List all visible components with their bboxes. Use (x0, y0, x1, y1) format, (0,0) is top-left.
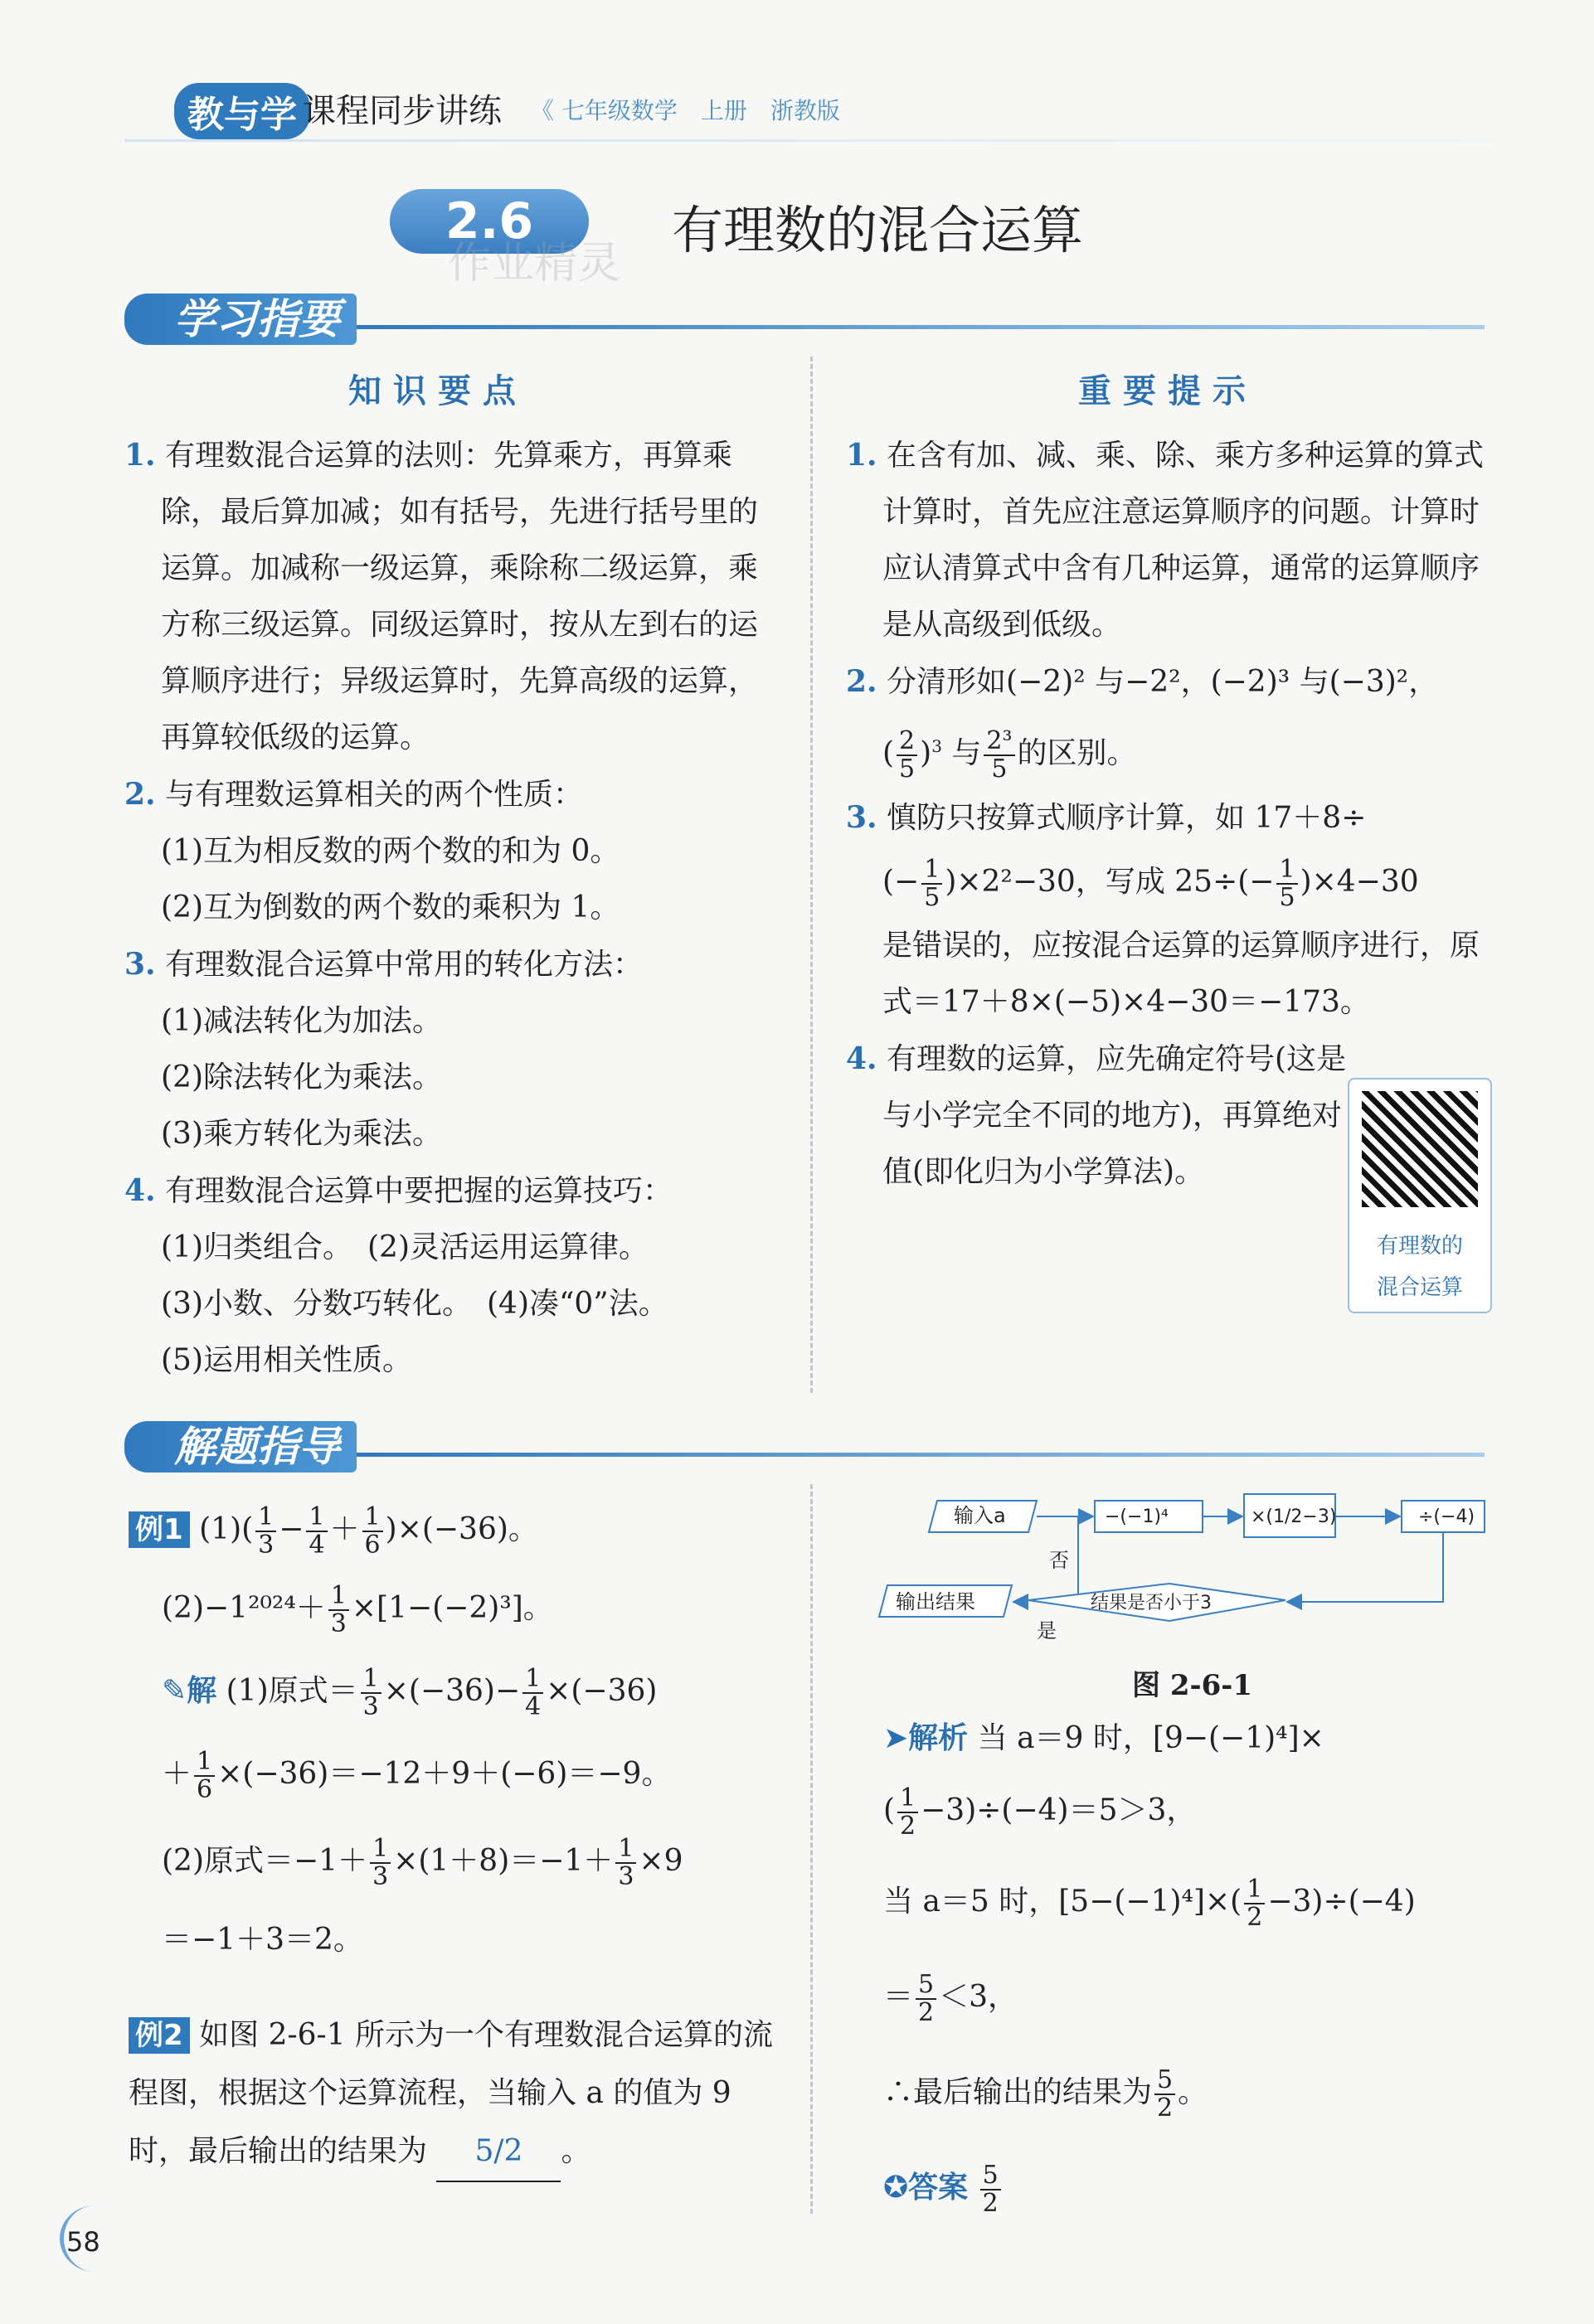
knowledge-item: 2. 与有理数运算相关的两个性质： (124, 777, 584, 812)
flowchart (871, 1484, 1518, 1650)
fraction: $\frac{5}{2}$ (1154, 2067, 1175, 2122)
study-band-label: 学习指要 (124, 294, 357, 345)
tip-item-cont: ( $\frac{2}{5}$ )$^3$ 与 $\frac{\text{2³}}{5}$ 的区别。 (882, 726, 1137, 784)
fraction: $\frac{1}{4}$ (306, 1504, 327, 1559)
example-tag: 例1 (129, 1511, 190, 1548)
flow-decision-label: 结果是否小于3 (1091, 1593, 1212, 1613)
method-line: (2)除法转化为乘法。 (161, 1060, 442, 1094)
flow-output-label: 输出结果 (896, 1590, 975, 1613)
fraction: $\frac{1}{5}$ (1276, 856, 1297, 911)
answer-fraction: $\frac{5}{2}$ (980, 2162, 1001, 2217)
series-title: 课程同步讲练 (303, 92, 502, 130)
knowledge-item: 1. 有理数混合运算的法则：先算乘方，再算乘除，最后算加减；如有括号，先进行括号里的运算。加减称一级运算，乘除称二级运算，乘方称三级运算。同级运算时，按从左到右的运算顺序进行；异级运算时，先算高级的运算，再算较低级的运算。 (124, 438, 759, 754)
fraction: $\frac{1}{3}$ (255, 1504, 276, 1559)
book-subtitle: 《 七年级数学 上册 浙教版 (531, 97, 840, 124)
solve-band-label: 解题指导 (124, 1421, 357, 1473)
flow-step1-label: −(−1)⁴ (1105, 1506, 1169, 1527)
column-divider (810, 1484, 813, 2214)
method-line: (1)减法转化为加法。 (161, 1004, 442, 1038)
tip-item: 4. 有理数的运算，应先确定符号(这是与小学完全不同的地方)，再算绝对值(即化归为小学算法)。 (846, 1041, 1347, 1189)
tip-item-cont: 是错误的，应按混合运算的运算顺序进行，原式＝17＋8×(−5)×4−30＝−173。 (882, 929, 1480, 1019)
tip-item: 2. 分清形如(−2)² 与−2²，(−2)³ 与(−3)²， (846, 664, 1439, 699)
example-1: 例1 (1)( $\frac{1}{3}$ − $\frac{1}{4}$ ＋ $\frac{1}{6}$ )×(−36)。 (2)−1²⁰²⁴＋ $\frac{1}{3}$ ×[1−(−2)³]。 ✎解 (1)原式＝ $\frac{1}{3}$ ×(−36)− $\frac{1}{4}$ ×(−36) ＋ $\frac{1}{6}$ ×(−36)＝−12＋9＋(−6)＝−9。 (2)原式＝−1＋ $\frac{1}{3}$ ×(1＋8)＝−1＋ $\frac{1}{3}$ ×9 ＝−1＋3＝2。 (129, 1492, 792, 1973)
column-divider (810, 357, 813, 1393)
header-rule (124, 139, 1493, 142)
method-line: (3)乘方转化为乘法。 (161, 1117, 442, 1151)
qr-caption: 混合运算 (1376, 1275, 1463, 1300)
tips-heading: 重要提示 (1078, 372, 1257, 410)
skill-line: (3)小数、分数巧转化。 (4)凑“0”法。 (161, 1287, 668, 1321)
qr-caption: 有理数的 (1376, 1234, 1463, 1259)
fraction: $\frac{\text{2³}}{5}$ (984, 728, 1014, 783)
flow-input-label: 输入a (954, 1504, 1006, 1527)
knowledge-item: 4. 有理数混合运算中要把握的运算技巧： (124, 1173, 673, 1208)
example-tag: 例2 (129, 2017, 190, 2054)
fraction: $\frac{1}{3}$ (615, 1836, 636, 1890)
skill-line: (1)归类组合。 (2)灵活运用运算律。 (161, 1230, 649, 1264)
watermark: 作业精灵 (448, 239, 621, 289)
flow-step2-label: ×(1/2−3) (1251, 1506, 1337, 1527)
solve-band (124, 1414, 357, 1473)
fraction: $\frac{1}{3}$ (361, 1666, 381, 1720)
fraction: $\frac{2}{5}$ (897, 728, 917, 783)
fraction: $\frac{1}{6}$ (362, 1504, 383, 1559)
solve-band-rule (357, 1453, 1485, 1457)
knowledge-list (124, 427, 780, 1389)
study-band (124, 286, 357, 346)
analysis-label: ➤解析 (883, 1721, 969, 1755)
fraction: $\frac{1}{3}$ (370, 1836, 391, 1890)
fraction: $\frac{1}{3}$ (328, 1583, 349, 1637)
skill-line: (5)运用相关性质。 (161, 1343, 412, 1377)
series-logo: 教与学 (174, 83, 310, 139)
property-line: (2)互为倒数的两个数的乘积为 1。 (161, 890, 620, 924)
figure-caption: 图 2-6-1 (1132, 1669, 1253, 1702)
fraction: $\frac{1}{5}$ (921, 856, 942, 911)
section-title: 有理数的混合运算 (672, 200, 1084, 260)
qr-code-icon[interactable] (1362, 1091, 1478, 1207)
tip-item: 3. 慎防只按算式顺序计算，如 17＋8÷ (846, 800, 1367, 835)
answer-blank[interactable]: 5/2 (436, 2123, 561, 2182)
property-line: (1)互为相反数的两个数的和为 0。 (161, 834, 620, 868)
page-number: 58 (66, 2226, 100, 2258)
knowledge-item: 3. 有理数混合运算中常用的转化方法： (124, 947, 644, 982)
fraction: $\frac{5}{2}$ (916, 1972, 936, 2026)
answer-label: ✪答案 (883, 2171, 969, 2205)
solution-label: ✎解 (162, 1674, 217, 1708)
fraction: $\frac{1}{4}$ (522, 1666, 543, 1720)
analysis: ➤解析 当 a＝9 时，[9−(−1)⁴]× ( $\frac{1}{2}$ −3)÷(−4)＝5＞3， 当 a＝5 时，[5−(−1)⁴]×( $\frac{1}{2}$ −3)÷(−4) ＝ $\frac{5}{2}$ ＜3， ∴最后输出的结果为 $\frac{5}{2}$ 。 ✪答案 $\frac{5}{2}$ (883, 1721, 1416, 2218)
section-number: 2.6 (390, 189, 589, 254)
flow-step3-label: ÷(−4) (1418, 1506, 1475, 1527)
knowledge-heading: 知识要点 (348, 372, 527, 410)
flow-yes-label: 是 (1037, 1619, 1057, 1642)
fraction: $\frac{1}{2}$ (897, 1785, 918, 1840)
qr-code-card[interactable] (1348, 1078, 1492, 1313)
tip-item-cont: (− $\frac{1}{5}$ )×2²−30，写成 25÷(− $\frac{1}{5}$ )×4−30 (882, 855, 1419, 912)
fraction: $\frac{1}{2}$ (1244, 1876, 1265, 1931)
example-2: 例2 如图 2-6-1 所示为一个有理数混合运算的流程图，根据这个运算流程，当输入 a 的值为 9 时，最后输出的结果为 5/2 。 (129, 2006, 784, 2182)
tip-item: 1. 在含有加、减、乘、除、乘方多种运算的算式计算时，首先应注意运算顺序的问题。计算时应认清算式中含有几种运算，通常的运算顺序是从高级到低级。 (846, 438, 1485, 642)
fraction: $\frac{1}{6}$ (194, 1749, 215, 1803)
flow-no-label: 否 (1049, 1549, 1069, 1572)
study-band-rule (357, 325, 1485, 329)
